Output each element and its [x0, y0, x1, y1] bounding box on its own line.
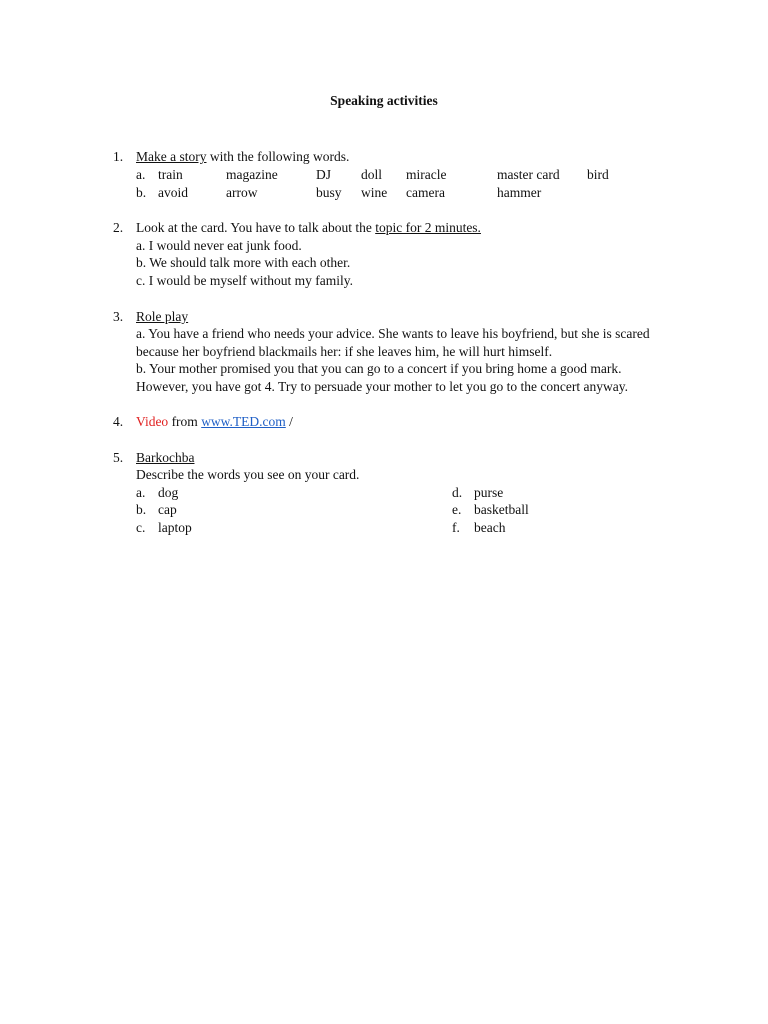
- task-2-line: b. We should talk more with each other.: [136, 255, 351, 270]
- list-item-word: purse: [474, 485, 504, 500]
- word-cell: hammer: [497, 185, 542, 200]
- task-2-line: c. I would be myself without my family.: [136, 273, 353, 288]
- task-5-description: Describe the words you see on your card.: [136, 467, 360, 482]
- list-item-letter: d.: [452, 485, 463, 500]
- word-cell: busy: [316, 185, 342, 200]
- task-4-line: [136, 413, 293, 430]
- list-item-word: laptop: [158, 520, 192, 535]
- task-3-number: 3.: [113, 309, 124, 324]
- list-item-word: basketball: [474, 502, 529, 517]
- list-item-word: dog: [158, 485, 179, 500]
- task-3-line: a. You have a friend who needs your advice. She wants to leave his boyfriend, but she is scared: [136, 326, 650, 341]
- task-2-number: 2.: [113, 220, 124, 235]
- task-1-heading: [136, 148, 349, 165]
- page-title: Speaking activities: [330, 93, 438, 108]
- word-cell: magazine: [226, 167, 278, 182]
- task-3-heading: Role play: [136, 309, 189, 324]
- ted-link[interactable]: www.TED.com: [201, 414, 286, 429]
- word-cell: wine: [361, 185, 388, 200]
- list-item-word: beach: [474, 520, 506, 535]
- task-3-line: b. Your mother promised you that you can go to a concert if you bring home a good mark.: [136, 361, 622, 376]
- list-item-word: cap: [158, 502, 177, 517]
- task-1-number: 1.: [113, 149, 124, 164]
- word-cell: arrow: [226, 185, 258, 200]
- word-cell: avoid: [158, 185, 188, 200]
- word-cell: bird: [587, 167, 609, 182]
- list-item-letter: a.: [136, 485, 146, 500]
- video-label: Video: [136, 414, 169, 429]
- task-1-row-b-letter: b.: [136, 185, 147, 200]
- task-4-number: 4.: [113, 414, 124, 429]
- word-cell: camera: [406, 185, 445, 200]
- word-cell: miracle: [406, 167, 447, 182]
- task-3-line: because her boyfriend blackmails her: if she leaves him, he will hurt himself.: [136, 344, 553, 359]
- word-cell: train: [158, 167, 183, 182]
- task-2-lead-text: Look at the card. You have to talk about the: [136, 220, 376, 235]
- list-item-letter: f.: [452, 520, 460, 535]
- task-5-number: 5.: [113, 450, 124, 465]
- task-2-line: a. I would never eat junk food.: [136, 238, 302, 253]
- list-item-letter: b.: [136, 502, 147, 517]
- word-cell: doll: [361, 167, 383, 182]
- task-1-row-a-letter: a.: [136, 167, 146, 182]
- task-2-lead: [136, 219, 481, 236]
- task-1-heading-rest: with the following words.: [206, 149, 350, 164]
- task-3-line: However, you have got 4. Try to persuade your mother to let you go to the concert anyway.: [136, 379, 628, 394]
- list-item-letter: e.: [452, 502, 462, 517]
- word-cell: master card: [497, 167, 560, 182]
- task-2-lead-underlined: topic for 2 minutes.: [375, 220, 481, 235]
- task-5-heading: Barkochba: [136, 450, 195, 465]
- task-4-from: from: [168, 414, 202, 429]
- task-4-tail: /: [285, 414, 293, 429]
- task-1-heading-underlined: Make a story: [136, 149, 207, 164]
- word-cell: DJ: [316, 167, 332, 182]
- list-item-letter: c.: [136, 520, 146, 535]
